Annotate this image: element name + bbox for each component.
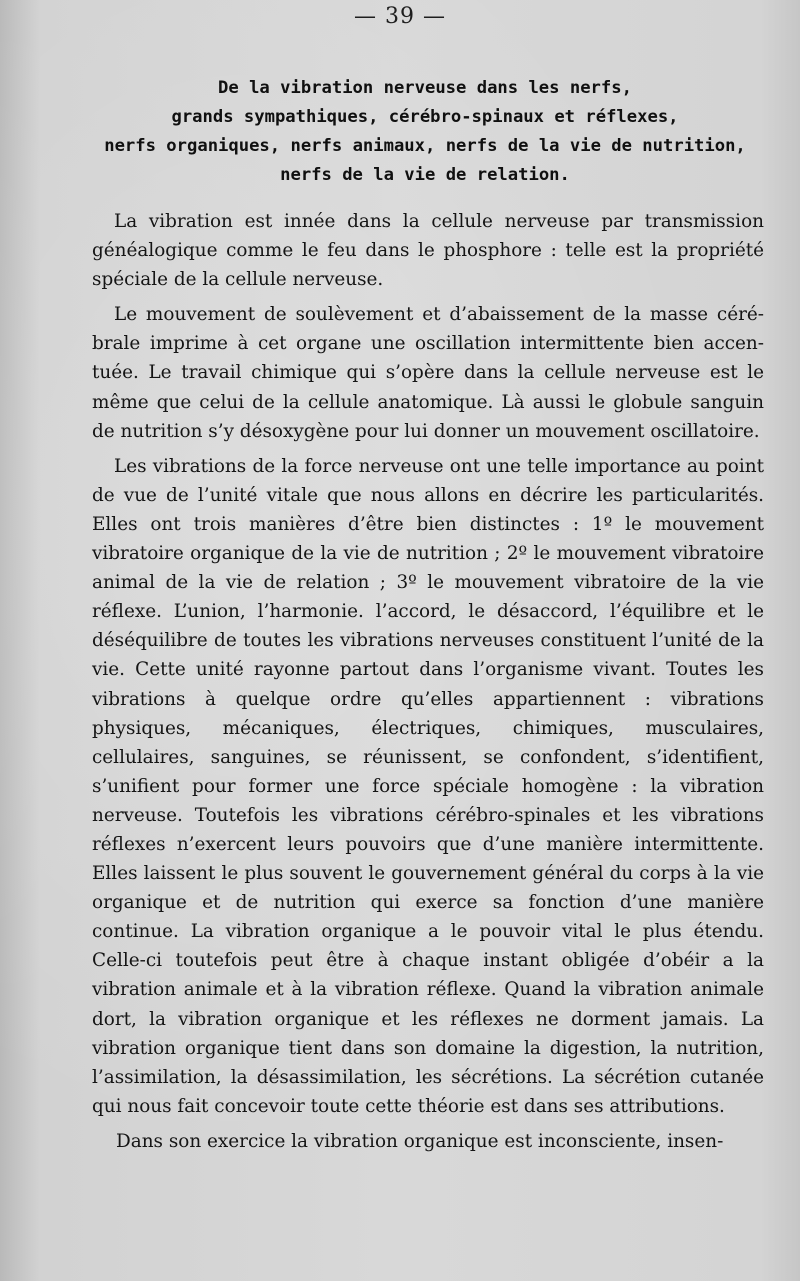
paragraph: Les vibrations de la force nerveuse ont une telle importance au point de vue de l’unité vitale que nous allons en décrire les particularités. Elles ont trois manières d’être bien distinctes : 1º le mouvement vibratoire organique de la vie de nutrition ; 2º le mouvement vibratoire animal de la vie de relation ; 3º le mouvement vibratoire de la vie réflexe. L’union, l’harmonie. l’accord, le désaccord, l’équilibre et le déséquilibre de toutes les vibrations nerveuses constituent l’unité de la vie. Cette unité rayonne partout dans l’organisme vivant. Toutes les vibrations à quelque ordre qu’elles appartiennent : vibrations physiques, mécaniques, électriques, chimiques, musculaires, cellulaires, sanguines, se réunissent, se confondent, s’identifient, s’unifient pour former une force spéciale homogène : la vibration nerveuse. Toutefois les vibrations cérébro-spinales et les vibrations réflexes n’exercent leurs pouvoirs que d’une manière intermittente. Elles laissent le plus souvent le gouvernement général du corps à la vie organique et de nutrition qui exerce sa fonction d’une manière continue. La vibration organique a le pouvoir vital le plus étendu. Celle-ci toutefois peut être à chaque instant obligée d’obéir a la vibration animale et à la vibration réflexe. Quand la vibration animale dort, la vibration organique et les réflexes ne dorment jamais. La vibration organique tient dans son domaine la digestion, la nutrition, l’assimilation, la désassimilation, les sécrétions. La sécrétion cutanée qui nous fait concevoir toute cette théorie est dans ses attributions. <box>92 455 764 1117</box>
heading-line: De la vibration nerveuse dans les nerfs, <box>218 78 632 98</box>
paragraph: Le mouvement de soulèvement et d’abaissement de la masse cérébrale imprime à cet organe une oscillation intermittente bien accentuée. Le travail chimique qui s’opère dans la cellule nerveuse est le même que celui de la cellule anatomique. Là aussi le globule sanguin de nutrition s’y désoxygène pour lui donner un mouvement oscillatoire. <box>92 304 764 442</box>
heading-line: grands sympathiques, cérébro-spinaux et réflexes, <box>171 107 679 127</box>
heading-line: nerfs de la vie de relation. <box>280 165 570 185</box>
paragraph: La vibration est innée dans la cellule nerveuse par transmission généalogique comme le feu dans le phosphore : telle est la propriété spéciale de la cellule nerveuse. <box>92 211 764 291</box>
paragraph: Dans son exercice la vibration organique est inconsciente, insen- <box>116 1130 724 1152</box>
page-number: — 39 — <box>354 4 446 29</box>
heading-line: nerfs organiques, nerfs animaux, nerfs de la vie de nutrition, <box>104 136 746 156</box>
body-text <box>92 207 764 1162</box>
chapter-heading <box>60 74 790 190</box>
